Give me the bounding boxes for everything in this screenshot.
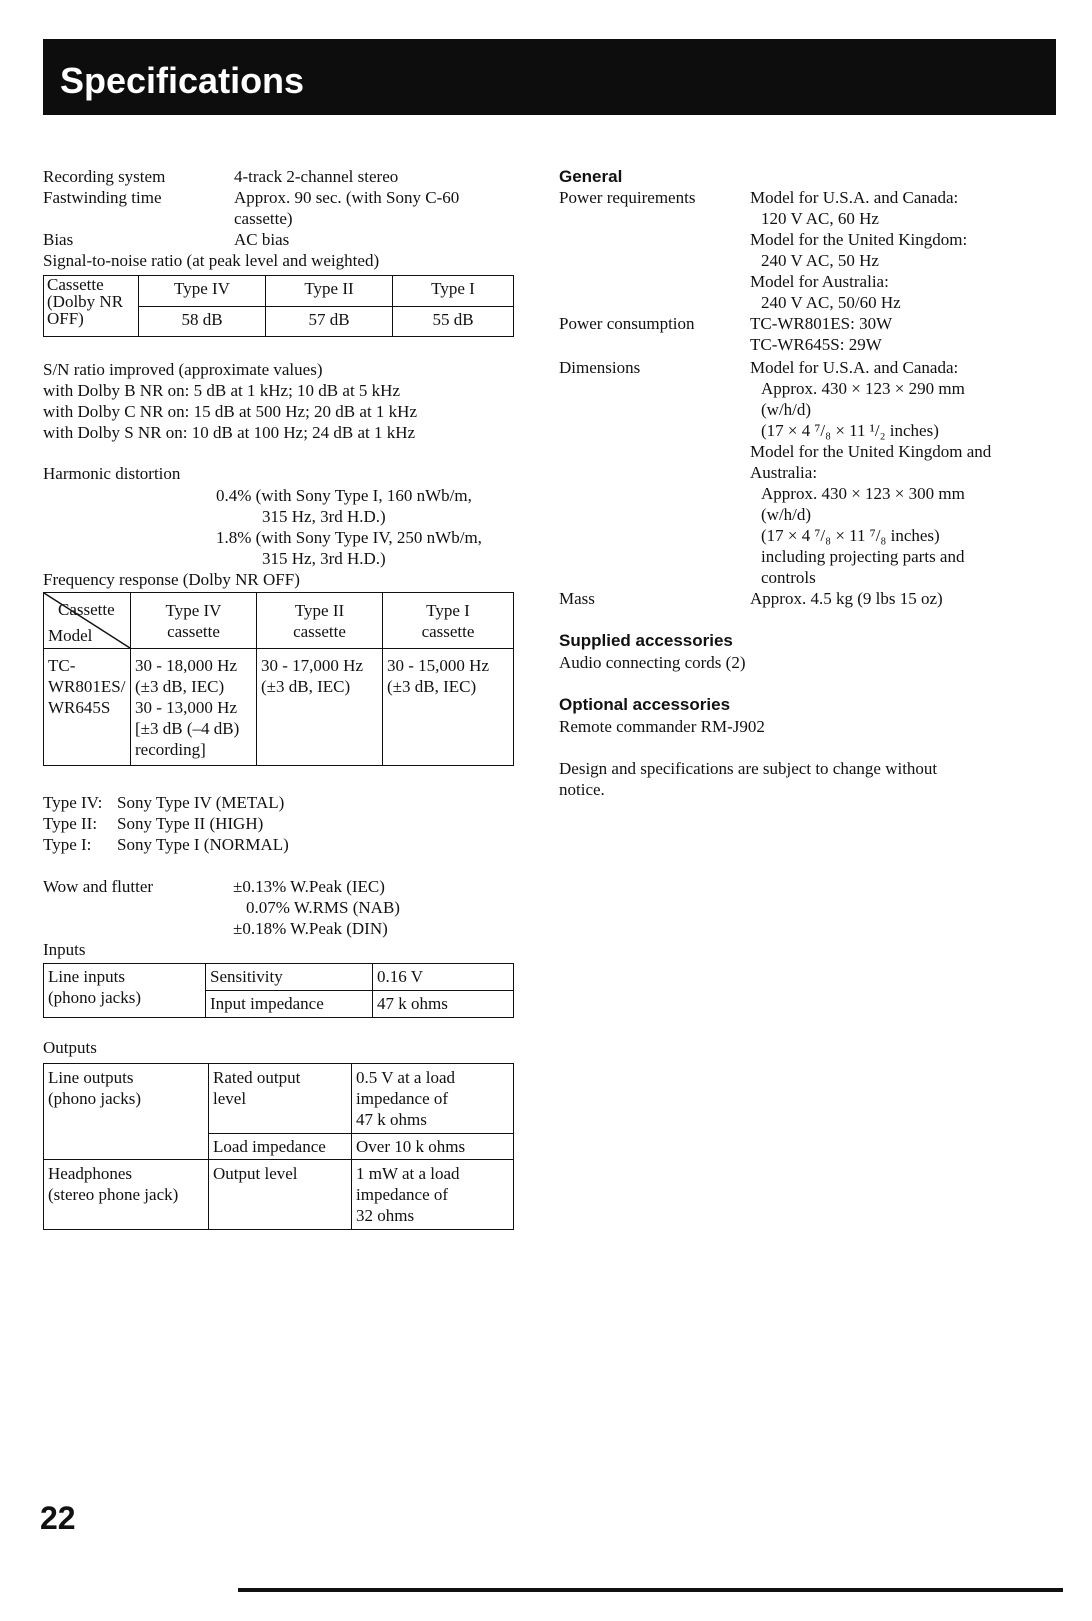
inputs-name-line: Line inputs (48, 967, 125, 986)
outputs-param-line: level (213, 1089, 247, 1108)
outputs-value-line: 1 mW at a load (356, 1164, 460, 1183)
freq-value-line: recording] (135, 740, 206, 759)
freq-corner-bottom: Model (48, 626, 93, 645)
outputs-line-name-cell (44, 1064, 209, 1160)
snr-label: Signal-to-noise ratio (at peak level and weighted) (43, 251, 380, 270)
freq-typei-cell (383, 649, 514, 766)
harmonic-line: 315 Hz, 3rd H.D.) (262, 507, 386, 526)
type-value: Sony Type IV (METAL) (117, 793, 285, 812)
page-number: 22 (40, 1500, 76, 1536)
outputs-table (43, 1063, 514, 1230)
fastwinding-label: Fastwinding time (43, 188, 162, 207)
power-line: 240 V AC, 50/60 Hz (761, 293, 901, 312)
notice-line: Design and specifications are subject to change without (559, 759, 938, 778)
sn-improved-line: with Dolby C NR on: 15 dB at 500 Hz; 20 dB at 1 kHz (43, 402, 417, 421)
dimensions-line: Model for U.S.A. and Canada: (750, 358, 959, 377)
dimensions-line: Approx. 430 × 123 × 300 mm (761, 484, 965, 503)
snr-corner-line: OFF) (47, 309, 84, 328)
harmonic-label: Harmonic distortion (43, 464, 181, 483)
sn-improved-line: with Dolby S NR on: 10 dB at 100 Hz; 24 dB at 1 kHz (43, 423, 416, 442)
dimensions-line: (w/h/d) (761, 400, 812, 419)
snr-header: Type I (393, 276, 514, 307)
freq-header (131, 593, 257, 649)
inputs-param: Sensitivity (206, 964, 373, 991)
inputs-table (43, 963, 514, 1018)
freq-value-line: [±3 dB (–4 dB) (135, 719, 240, 738)
freq-header-type: Type IV (165, 601, 222, 620)
harmonic-line: 1.8% (with Sony Type IV, 250 nWb/m, (216, 528, 482, 547)
freq-value-line: (±3 dB, IEC) (261, 677, 351, 696)
inputs-name-cell (44, 964, 206, 1018)
inputs-value: 0.16 V (373, 964, 514, 991)
inputs-param: Input impedance (206, 991, 373, 1018)
freq-header (257, 593, 383, 649)
freq-table (43, 592, 514, 766)
freq-header-type: Type I (426, 601, 470, 620)
recording-label: Recording system (43, 167, 166, 186)
dimensions-line: (17 × 4 ⁷/₈ × 11 ⁷/₈ inches) (761, 526, 940, 545)
outputs-load-value: Over 10 k ohms (352, 1134, 514, 1160)
outputs-hp-value-cell (352, 1160, 514, 1230)
inputs-value: 47 k ohms (373, 991, 514, 1018)
freq-value-line: 30 - 13,000 Hz (135, 698, 237, 717)
recording-value: 4-track 2-channel stereo (234, 167, 399, 186)
outputs-label: Outputs (43, 1038, 97, 1057)
supplied-heading: Supplied accessories (559, 631, 733, 650)
snr-table (43, 275, 514, 337)
type-key: Type IV: (43, 793, 103, 812)
type-key: Type II: (43, 814, 98, 833)
sn-improved-line: with Dolby B NR on: 5 dB at 1 kHz; 10 dB at 5 kHz (43, 381, 400, 400)
outputs-name-line: (stereo phone jack) (48, 1185, 179, 1204)
outputs-value-line: 47 k ohms (356, 1110, 427, 1129)
supplied-text: Audio connecting cords (2) (559, 653, 746, 672)
consumption-line: TC-WR645S: 29W (750, 335, 882, 354)
freq-typeii-cell (257, 649, 383, 766)
snr-corner-cell (44, 276, 139, 337)
snr-header: Type IV (139, 276, 266, 307)
wow-label: Wow and flutter (43, 877, 154, 896)
outputs-value-line: 32 ohms (356, 1206, 415, 1225)
outputs-param-line: Rated output (213, 1068, 301, 1087)
mass-label: Mass (559, 589, 595, 608)
freq-corner-top: Cassette (58, 600, 115, 619)
optional-heading: Optional accessories (559, 695, 731, 714)
freq-model-cell (44, 649, 131, 766)
power-line: Model for Australia: (750, 272, 889, 291)
snr-value: 58 dB (139, 307, 266, 337)
snr-corner-line: (Dolby NR (47, 292, 124, 311)
inputs-label: Inputs (43, 940, 86, 959)
freq-header-type: Type II (294, 601, 345, 620)
outputs-load-param: Load impedance (209, 1134, 352, 1160)
bias-label: Bias (43, 230, 74, 249)
sn-improved-line: S/N ratio improved (approximate values) (43, 360, 323, 379)
freq-corner-cell (44, 593, 131, 649)
outputs-value-line: impedance of (356, 1185, 449, 1204)
outputs-rated-value-cell (352, 1064, 514, 1134)
page-title: Specifications (60, 60, 305, 101)
dimensions-label: Dimensions (559, 358, 641, 377)
outputs-value-line: 0.5 V at a load (356, 1068, 455, 1087)
power-label: Power requirements (559, 188, 696, 207)
freq-typeiv-cell (131, 649, 257, 766)
power-line: 120 V AC, 60 Hz (761, 209, 879, 228)
freq-value-line: 30 - 18,000 Hz (135, 656, 237, 675)
wow-line: ±0.13% W.Peak (IEC) (233, 877, 385, 896)
freq-value-line: (±3 dB, IEC) (135, 677, 225, 696)
freq-header-sub: cassette (167, 622, 220, 641)
optional-text: Remote commander RM-J902 (559, 717, 765, 736)
freq-header (383, 593, 514, 649)
footer-rule (238, 1588, 1063, 1592)
dimensions-line: (w/h/d) (761, 505, 812, 524)
inputs-name-line: (phono jacks) (48, 988, 142, 1007)
freq-value-line: 30 - 15,000 Hz (387, 656, 489, 675)
snr-value: 55 dB (393, 307, 514, 337)
consumption-label: Power consumption (559, 314, 695, 333)
outputs-rated-param-cell (209, 1064, 352, 1134)
snr-corner-line: Cassette (47, 275, 104, 294)
power-line: 240 V AC, 50 Hz (761, 251, 879, 270)
freq-header-sub: cassette (293, 622, 346, 641)
outputs-hp-name-cell (44, 1160, 209, 1230)
type-value: Sony Type I (NORMAL) (117, 835, 289, 854)
outputs-name-line: Line outputs (48, 1068, 134, 1087)
dimensions-line: Australia: (750, 463, 818, 482)
dimensions-line: controls (761, 568, 816, 587)
bias-value: AC bias (234, 230, 290, 249)
header-bar (43, 39, 1056, 115)
wow-line: ±0.18% W.Peak (DIN) (233, 919, 388, 938)
type-key: Type I: (43, 835, 92, 854)
freq-label: Frequency response (Dolby NR OFF) (43, 570, 300, 589)
dimensions-line: including projecting parts and (761, 547, 965, 566)
freq-header-sub: cassette (421, 622, 475, 641)
snr-header: Type II (266, 276, 393, 307)
dimensions-line: Model for the United Kingdom and (750, 442, 992, 461)
fastwinding-value-cont: cassette) (234, 209, 293, 228)
dimensions-line: (17 × 4 ⁷/₈ × 11 ¹/₂ inches) (761, 421, 939, 440)
outputs-name-line: Headphones (48, 1164, 133, 1183)
freq-value-line: (±3 dB, IEC) (387, 677, 477, 696)
freq-value-line: 30 - 17,000 Hz (261, 656, 363, 675)
mass-value: Approx. 4.5 kg (9 lbs 15 oz) (750, 589, 943, 608)
harmonic-line: 315 Hz, 3rd H.D.) (262, 549, 386, 568)
freq-model-line: WR645S (48, 698, 111, 717)
power-line: Model for U.S.A. and Canada: (750, 188, 959, 207)
harmonic-line: 0.4% (with Sony Type I, 160 nWb/m, (216, 486, 472, 505)
freq-model-line: WR801ES/ (48, 677, 126, 696)
outputs-hp-param: Output level (209, 1160, 352, 1230)
snr-value: 57 dB (266, 307, 393, 337)
general-heading: General (559, 167, 623, 186)
freq-model-line: TC- (48, 656, 76, 675)
wow-line: 0.07% W.RMS (NAB) (246, 898, 400, 917)
type-value: Sony Type II (HIGH) (117, 814, 264, 833)
dimensions-line: Approx. 430 × 123 × 290 mm (761, 379, 965, 398)
power-line: Model for the United Kingdom: (750, 230, 968, 249)
fastwinding-value: Approx. 90 sec. (with Sony C-60 (234, 188, 460, 207)
outputs-name-line: (phono jacks) (48, 1089, 142, 1108)
outputs-value-line: impedance of (356, 1089, 449, 1108)
notice-line: notice. (559, 780, 605, 799)
consumption-line: TC-WR801ES: 30W (750, 314, 893, 333)
